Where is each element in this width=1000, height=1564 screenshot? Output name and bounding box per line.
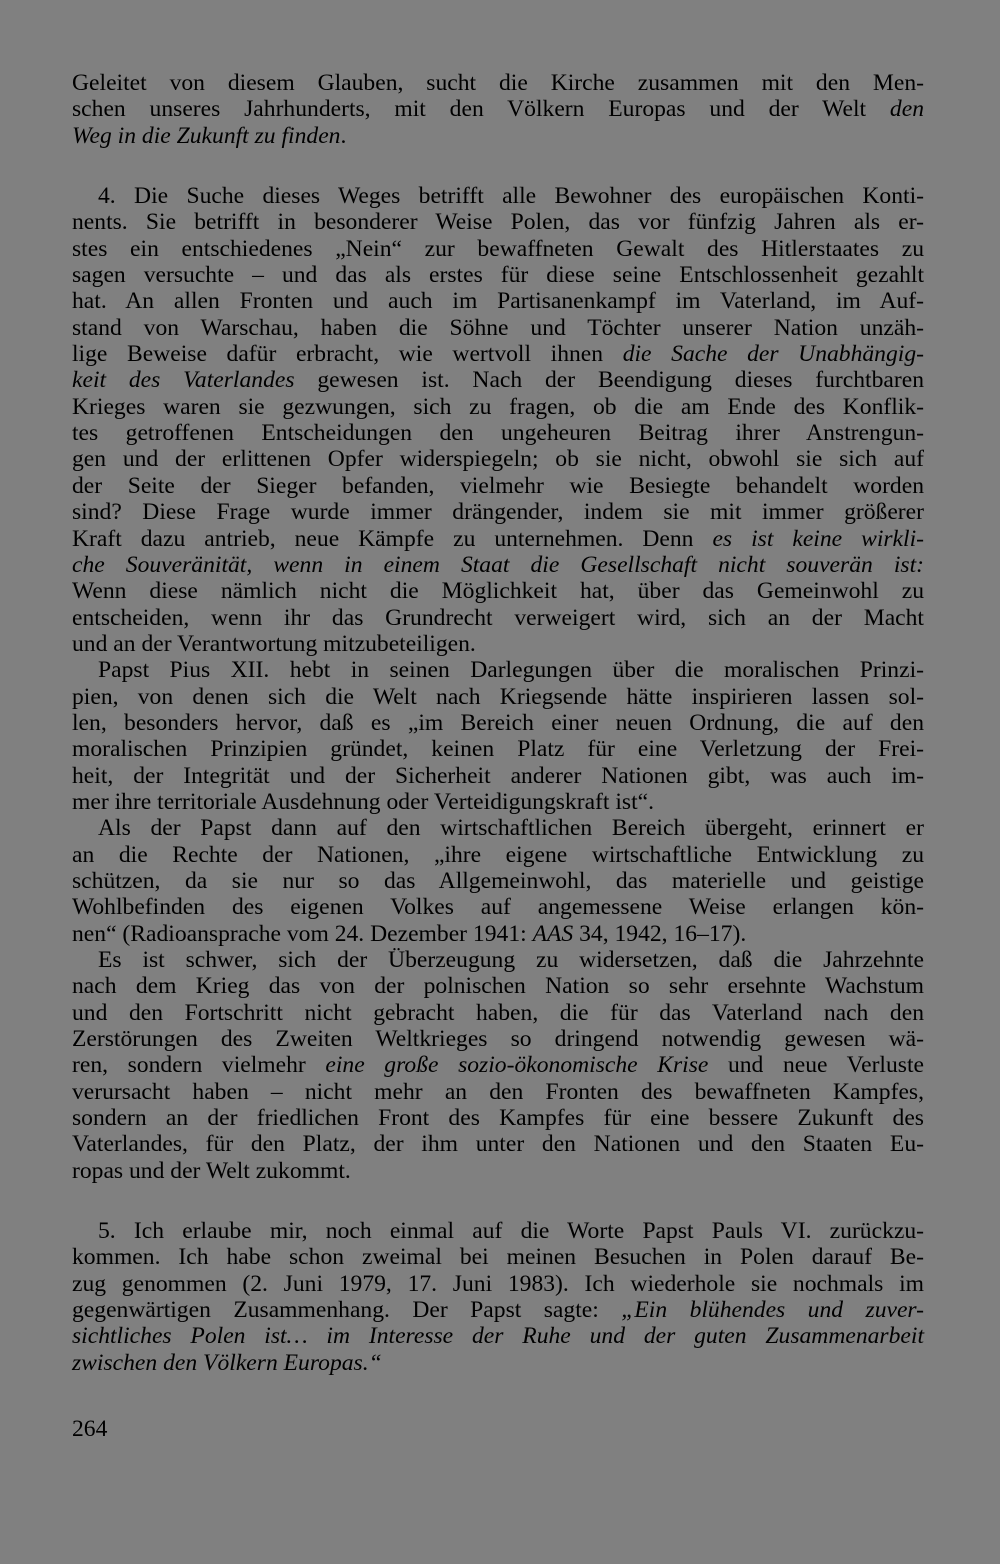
text-line: Krieges waren sie gezwungen, sich zu fragen, ob die am Ende des Konflik- bbox=[72, 393, 924, 420]
text-line: ren, sondern vielmehr eine große sozio-ökonomische Krise und neue Verluste bbox=[72, 1052, 924, 1079]
text-line: heit, der Integrität und der Sicherheit anderer Nationen gibt, was auch im- bbox=[72, 762, 924, 789]
text-line: nen“ (Radioansprache vom 24. Dezember 1941: AAS 34, 1942, 16–17). bbox=[72, 920, 747, 947]
paragraph-3 bbox=[72, 657, 924, 815]
text-line: 5. Ich erlaube mir, noch einmal auf die Worte Papst Pauls VI. zurückzu- bbox=[98, 1218, 924, 1245]
text-line: ropas und der Welt zukommt. bbox=[72, 1157, 351, 1184]
text-line: kommen. Ich habe schon zweimal bei meinen Besuchen in Polen darauf Be- bbox=[72, 1244, 924, 1271]
text-line: Papst Pius XII. hebt in seinen Darlegungen über die moralischen Prinzi- bbox=[98, 657, 924, 684]
paragraph-2 bbox=[72, 183, 924, 657]
text-line: tes getroffenen Entscheidungen den ungeheuren Beitrag ihrer Anstrengun- bbox=[72, 420, 924, 447]
text-line: moralischen Prinzipien gründet, keinen Platz für eine Verletzung der Frei- bbox=[72, 736, 924, 763]
page-number: 264 bbox=[72, 1416, 108, 1442]
text-line: Geleitet von diesem Glauben, sucht die Kirche zusammen mit den Men- bbox=[72, 70, 924, 96]
paragraph-4 bbox=[72, 815, 924, 947]
text-line: Vaterlandes, für den Platz, der ihm unter den Nationen und den Staaten Eu- bbox=[72, 1131, 924, 1158]
text-line: keit des Vaterlandes gewesen ist. Nach der Beendigung dieses furchtbaren bbox=[72, 367, 924, 394]
text-line: sondern an der friedlichen Front des Kampfes für eine bessere Zukunft des bbox=[72, 1105, 924, 1132]
text-line: hat. An allen Fronten und auch im Partisanenkampf im Vaterland, im Auf- bbox=[72, 288, 924, 315]
text-line: sind? Diese Frage wurde immer drängender, indem sie mit immer größerer bbox=[72, 499, 924, 526]
text-line: sagen versuchte – und das als erstes für diese seine Entschlossenheit gezahlt bbox=[72, 262, 924, 289]
text-line: mer ihre territoriale Ausdehnung oder Verteidigungskraft ist“. bbox=[72, 788, 655, 815]
text-line: Kraft dazu antrieb, neue Kämpfe zu unternehmen. Denn es ist keine wirkli- bbox=[72, 525, 924, 552]
text-line: schen unseres Jahrhunderts, mit den Völkern Europas und der Welt den bbox=[72, 96, 924, 123]
text-line: len, besonders hervor, daß es „im Bereich einer neuen Ordnung, die auf den bbox=[72, 709, 924, 736]
text-line: Als der Papst dann auf den wirtschaftlichen Bereich übergeht, erinnert er bbox=[98, 815, 924, 842]
text-line: Wenn diese nämlich nicht die Möglichkeit hat, über das Gemeinwohl zu bbox=[72, 578, 924, 605]
text-line: der Seite der Sieger befanden, vielmehr wie Besiegte behandelt worden bbox=[72, 472, 924, 499]
text-line: verursacht haben – nicht mehr an den Fronten des bewaffneten Kampfes, bbox=[72, 1078, 924, 1105]
text-line: entscheiden, wenn ihr das Grundrecht verweigert wird, sich an der Macht bbox=[72, 604, 924, 631]
text-line: stand von Warschau, haben die Söhne und Töchter unserer Nation unzäh- bbox=[72, 314, 924, 341]
text-line: und den Fortschritt nicht gebracht haben, die für das Vaterland nach den bbox=[72, 999, 924, 1026]
text-line: Es ist schwer, sich der Überzeugung zu widersetzen, daß die Jahrzehnte bbox=[98, 947, 924, 973]
text-line: Weg in die Zukunft zu finden. bbox=[72, 122, 347, 149]
text-line: Zerstörungen des Zweiten Weltkrieges so dringend notwendig gewesen wä- bbox=[72, 1026, 924, 1053]
body-text bbox=[72, 70, 924, 1376]
text-line: Wohlbefinden des eigenen Volkes auf angemessene Weise erlangen kön- bbox=[72, 894, 924, 921]
text-line: an die Rechte der Nationen, „ihre eigene wirtschaftliche Entwicklung zu bbox=[72, 841, 924, 868]
text-line: zwischen den Völkern Europas.“ bbox=[72, 1349, 382, 1376]
paragraph-1 bbox=[72, 70, 924, 149]
text-line: lige Beweise dafür erbracht, wie wertvoll ihnen die Sache der Unabhängig- bbox=[72, 341, 924, 368]
text-line: 4. Die Suche dieses Weges betrifft alle Bewohner des europäischen Konti- bbox=[98, 183, 924, 210]
text-line: sichtliches Polen ist… im Interesse der Ruhe und der guten Zusammenarbeit bbox=[72, 1323, 924, 1350]
paragraph-5 bbox=[72, 947, 924, 1184]
text-line: pien, von denen sich die Welt nach Kriegsende hätte inspirieren lassen sol- bbox=[72, 683, 924, 710]
text-line: gegenwärtigen Zusammenhang. Der Papst sagte: „Ein blühendes und zuver- bbox=[72, 1297, 924, 1324]
text-line: zug genommen (2. Juni 1979, 17. Juni 1983). Ich wiederhole sie nochmals im bbox=[72, 1270, 924, 1297]
text-line: che Souveränität, wenn in einem Staat die Gesellschaft nicht souverän ist: bbox=[72, 551, 924, 578]
text-line: schützen, da sie nur so das Allgemeinwohl, das materielle und geistige bbox=[72, 867, 924, 894]
text-line: nents. Sie betrifft in besonderer Weise Polen, das vor fünfzig Jahren als er- bbox=[72, 209, 924, 236]
paragraph-6 bbox=[72, 1218, 924, 1376]
text-line: gen und der erlittenen Opfer widerspiegeln; ob sie nicht, obwohl sie sich auf bbox=[72, 446, 924, 473]
text-line: und an der Verantwortung mitzubeteiligen. bbox=[72, 630, 476, 657]
text-line: nach dem Krieg das von der polnischen Nation so sehr ersehnte Wachstum bbox=[72, 973, 924, 1000]
text-line: stes ein entschiedenes „Nein“ zur bewaffneten Gewalt des Hitlerstaates zu bbox=[72, 235, 924, 262]
